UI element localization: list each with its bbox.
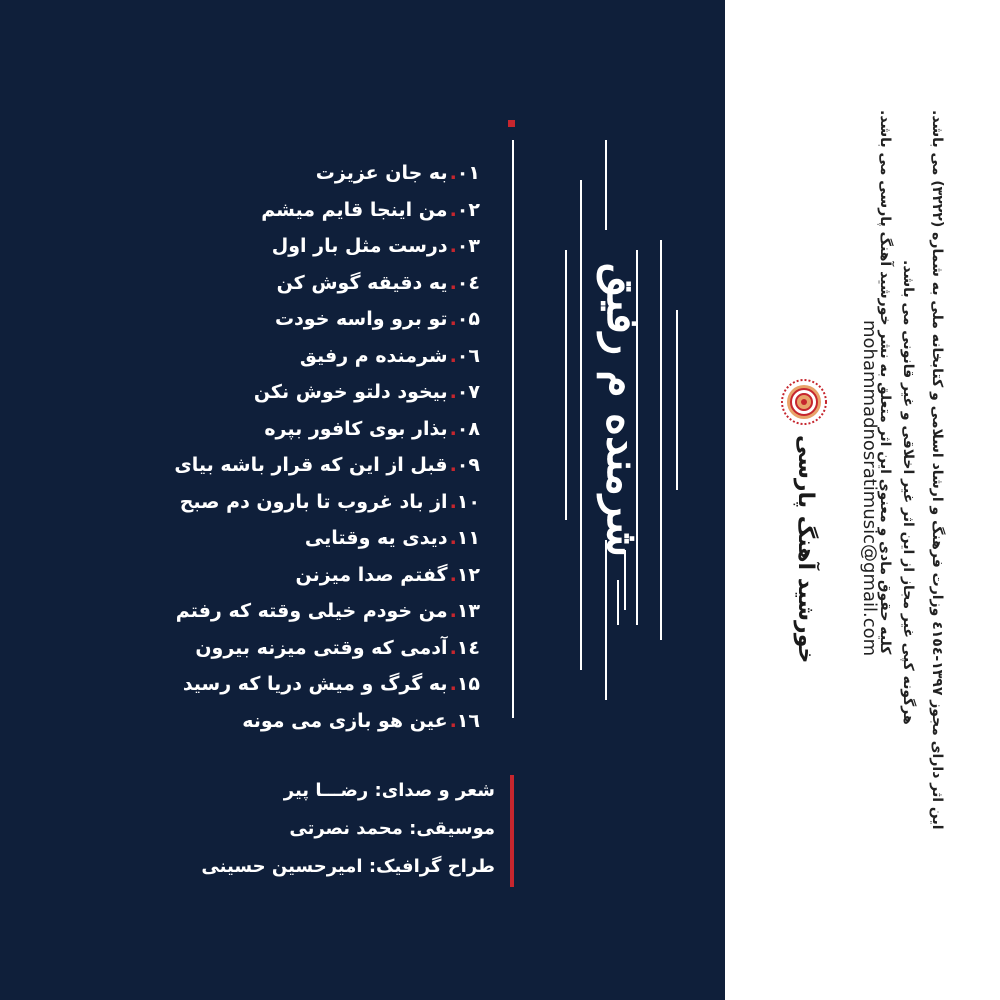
album-title: شرمنده م رفیق [597,262,648,558]
copyright-line-1: کلیه حقوق مادی و معنوی این اثر متعلق به نشر خورشید آهنگ پارسی می باشد. [877,110,893,655]
track-item: .۰٦شرمنده م رفیق [299,344,480,367]
copyright-line-3: این اثر دارای مجوز ۱۳۹۷-٤١٥٤ وزارت فرهنگ و ارشاد اسلامی و کتابخانه ملی به شماره (۳۲۲۲) می باشد. [929,110,945,830]
label-name: خورشید آهنگ پارسی [793,435,818,664]
accent-square [508,120,515,127]
divider-line [617,580,619,625]
track-item: .۱۰از باد غروب تا بارون دم صبح [179,490,480,513]
track-item: .۰۲من اینجا قایم میشم [261,198,480,221]
credit-lyrics-vocals: شعر و صدای: رضـــا پیر [283,780,495,801]
sun-logo-icon [780,378,828,426]
credit-graphic: طراح گرافیک: امیرحسین حسینی [201,856,495,877]
tracklist [150,155,480,739]
credit-music: موسیقی: محمد نصرتی [289,818,495,839]
credits [150,772,495,886]
copyright-line-2: هرگونه کپی غیر مجاز از این اثر غیر اخلاقی و غیر قانونی می باشد. [900,260,916,725]
credits-accent-bar [510,775,514,887]
track-item: .۱۵به گرگ و میش دریا که رسید [182,673,480,695]
contact-email[interactable]: mohammadnosratimusic@gmail.com [859,320,880,657]
track-item: .۰٤یه دقیقه گوش کن [276,271,480,294]
track-item: .۰۱به جان عزیزت [315,162,480,184]
track-item: .۰۹قبل از این که قرار باشه بیای [174,454,480,476]
track-item: .۱٤آدمی که وقتی میزنه بیرون [195,636,480,659]
track-item: .۱۱دیدی یه وقتایی [304,527,480,549]
track-item: .۱۲گفتم صدا میزنن [295,563,480,586]
track-item: .۰۳درست مثل بار اول [271,235,480,257]
track-item: .۱٦عین هو بازی می مونه [242,709,480,732]
track-item: .۰۷بیخود دلتو خوش نکن [253,381,480,403]
divider-line [605,540,607,700]
track-item: .۰۵تو برو واسه خودت [274,308,480,330]
track-item: .۱۳من خودم خیلی وقته که رفتم [175,600,480,622]
divider-line [512,140,514,718]
divider-line [605,140,607,230]
track-item: .۰۸بذار بوی کافور بپره [264,417,480,440]
